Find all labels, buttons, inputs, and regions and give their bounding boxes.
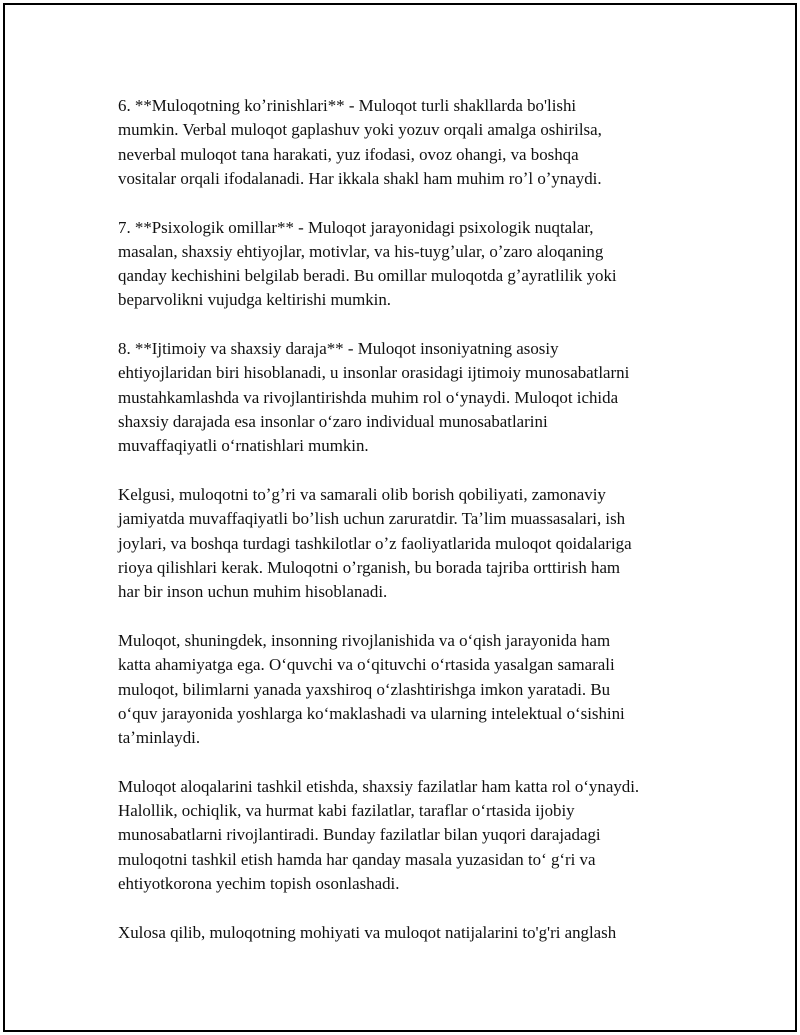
- text-line: 6. **Muloqotning koʼrinishlari** - Muloqot turli shakllarda bo'lishi: [118, 96, 577, 115]
- text-line: ehtiyojlaridan biri hisoblanadi, u insonlar orasidagi ijtimoiy munosabatlarni: [118, 363, 630, 383]
- paragraph-future-communication: [118, 483, 718, 604]
- paragraph-7-psychological-factors: [118, 216, 718, 313]
- text-line: taʼminlaydi.: [118, 728, 201, 748]
- text-line: neverbal muloqot tana harakati, yuz ifodasi, ovoz ohangi, va boshqa: [118, 144, 579, 164]
- text-line: Halollik, ochiqlik, va hurmat kabi fazilatlar, taraflar oʻrtasida ijobiy: [118, 801, 575, 821]
- text-line: rioya qilishlari kerak. Muloqotni oʼrganish, bu borada tajriba orttirish ham: [118, 557, 621, 577]
- paragraph-development-learning: [118, 629, 718, 750]
- text-line: Kelgusi, muloqotni toʼgʼri va samarali olib borish qobiliyati, zamonaviy: [118, 485, 606, 505]
- text-line: qanday kechishini belgilab beradi. Bu omillar muloqotda gʼayratlilik yoki: [118, 266, 617, 286]
- text-line: muvaffaqiyatli oʻrnatishlari mumkin.: [118, 436, 369, 456]
- text-line: Xulosa qilib, muloqotning mohiyati va muloqot natijalarini to'g'ri anglash: [118, 922, 617, 942]
- paragraph-8-social-personal-level: [118, 337, 718, 458]
- paragraph-conclusion: [118, 921, 718, 945]
- paragraph-personal-qualities: [118, 775, 718, 896]
- text-line: muloqotni tashkil etish hamda har qanday masala yuzasidan toʻ gʻri va: [118, 849, 596, 869]
- text-line: Muloqot, shuningdek, insonning rivojlanishida va oʻqish jarayonida ham: [118, 630, 611, 650]
- text-line: oʻquv jarayonida yoshlarga koʻmaklashadi va ularning intelektual oʻsishini: [118, 703, 625, 723]
- text-line: ehtiyotkorona yechim topish osonlashadi.: [118, 873, 400, 893]
- text-line: munosabatlarni rivojlantiradi. Bunday fazilatlar bilan yuqori darajadagi: [118, 825, 601, 845]
- text-line: vositalar orqali ifodalanadi. Har ikkala shakl ham muhim roʼl oʼynaydi.: [118, 168, 602, 188]
- text-line: katta ahamiyatga ega. Oʻquvchi va oʻqituvchi oʻrtasida yasalgan samarali: [118, 655, 615, 675]
- text-line: mustahkamlashda va rivojlantirishda muhim rol oʻynaydi. Muloqot ichida: [118, 387, 619, 407]
- text-line: 8. **Ijtimoiy va shaxsiy daraja** - Muloqot insoniyatning asosiy: [118, 339, 559, 359]
- document-body: [118, 94, 718, 969]
- text-line: masalan, shaxsiy ehtiyojlar, motivlar, va his-tuygʼular, oʼzaro aloqaning: [118, 241, 604, 261]
- paragraph-6-communication-forms: [118, 94, 718, 191]
- text-line: Muloqot aloqalarini tashkil etishda, shaxsiy fazilatlar ham katta rol oʻynaydi.: [118, 776, 640, 796]
- text-line: 7. **Psixologik omillar** - Muloqot jarayonidagi psixologik nuqtalar,: [118, 217, 594, 237]
- text-line: beparvolikni vujudga keltirishi mumkin.: [118, 290, 392, 310]
- text-line: jamiyatda muvaffaqiyatli boʼlish uchun zaruratdir. Taʼlim muassasalari, ish: [118, 509, 626, 529]
- text-line: shaxsiy darajada esa insonlar oʻzaro individual munosabatlarini: [118, 412, 548, 432]
- text-line: har bir inson uchun muhim hisoblanadi.: [118, 582, 388, 602]
- text-line: muloqot, bilimlarni yanada yaxshiroq oʻzlashtirishga imkon yaratadi. Bu: [118, 679, 611, 699]
- text-line: joylari, va boshqa turdagi tashkilotlar oʼz faoliyatlarida muloqot qoidalariga: [118, 533, 632, 553]
- text-line: mumkin. Verbal muloqot gaplashuv yoki yozuv orqali amalga oshirilsa,: [118, 120, 602, 140]
